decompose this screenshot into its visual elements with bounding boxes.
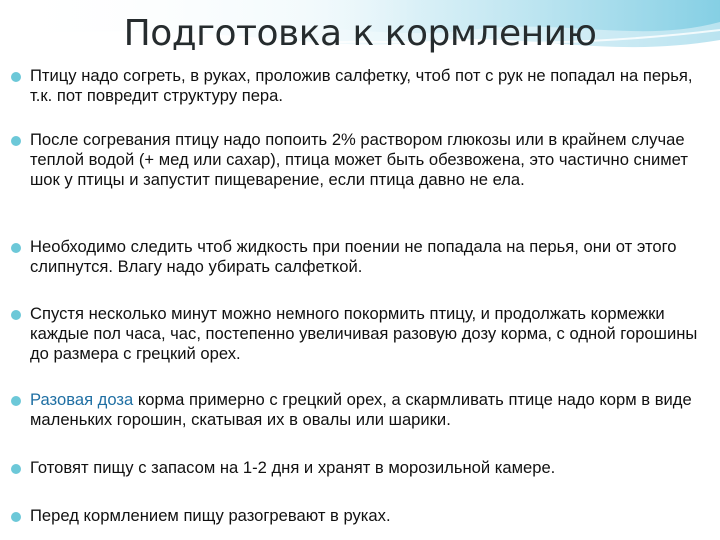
bullet-text: Птицу надо согреть, в руках, проложив салфетку, чтоб пот с рук не попадал на перья, т.к. пот повредит структуру пера.	[30, 66, 693, 105]
slide-title: Подготовка к кормлению	[123, 13, 597, 54]
bullet-text: Готовят пищу с запасом на 1-2 дня и хранят в морозильной камере.	[30, 458, 556, 477]
bullet-text: Необходимо следить чтоб жидкость при поении не попадала на перья, они от этого слипнутся. Влагу надо убирать салфеткой.	[30, 237, 677, 276]
bullet-dot-icon	[11, 396, 21, 406]
bullet-dot-icon	[11, 310, 21, 320]
bullet-text	[30, 390, 714, 430]
bullet-dot-icon	[11, 136, 21, 146]
bullet-dot-icon	[11, 512, 21, 522]
bullet-text: После согревания птицу надо попоить 2% раствором глюкозы или в крайнем случае теплой водой (+ мед или сахар), птица может быть обезвожена, это частично снимет шок у птицы и запустит пищеварение, если птица давно не ела.	[30, 130, 688, 189]
bullet-dot-icon	[11, 243, 21, 253]
bullet-dot-icon	[11, 464, 21, 474]
bullet-dot-icon	[11, 72, 21, 82]
bullet-text: Перед кормлением пищу разогревают в руках.	[30, 506, 391, 525]
highlight-term: Разовая доза	[30, 390, 134, 409]
bullet-text: Спустя несколько минут можно немного покормить птицу, и продолжать кормежки каждые пол часа, час, постепенно увеличивая разовую дозу корма, с одной горошины до размера с грецкий орех.	[30, 304, 698, 363]
bullet-text-rest: корма примерно с грецкий орех, а скармливать птице надо корм в виде маленьких горошин, скатывая их в овалы или шарики.	[30, 390, 692, 429]
